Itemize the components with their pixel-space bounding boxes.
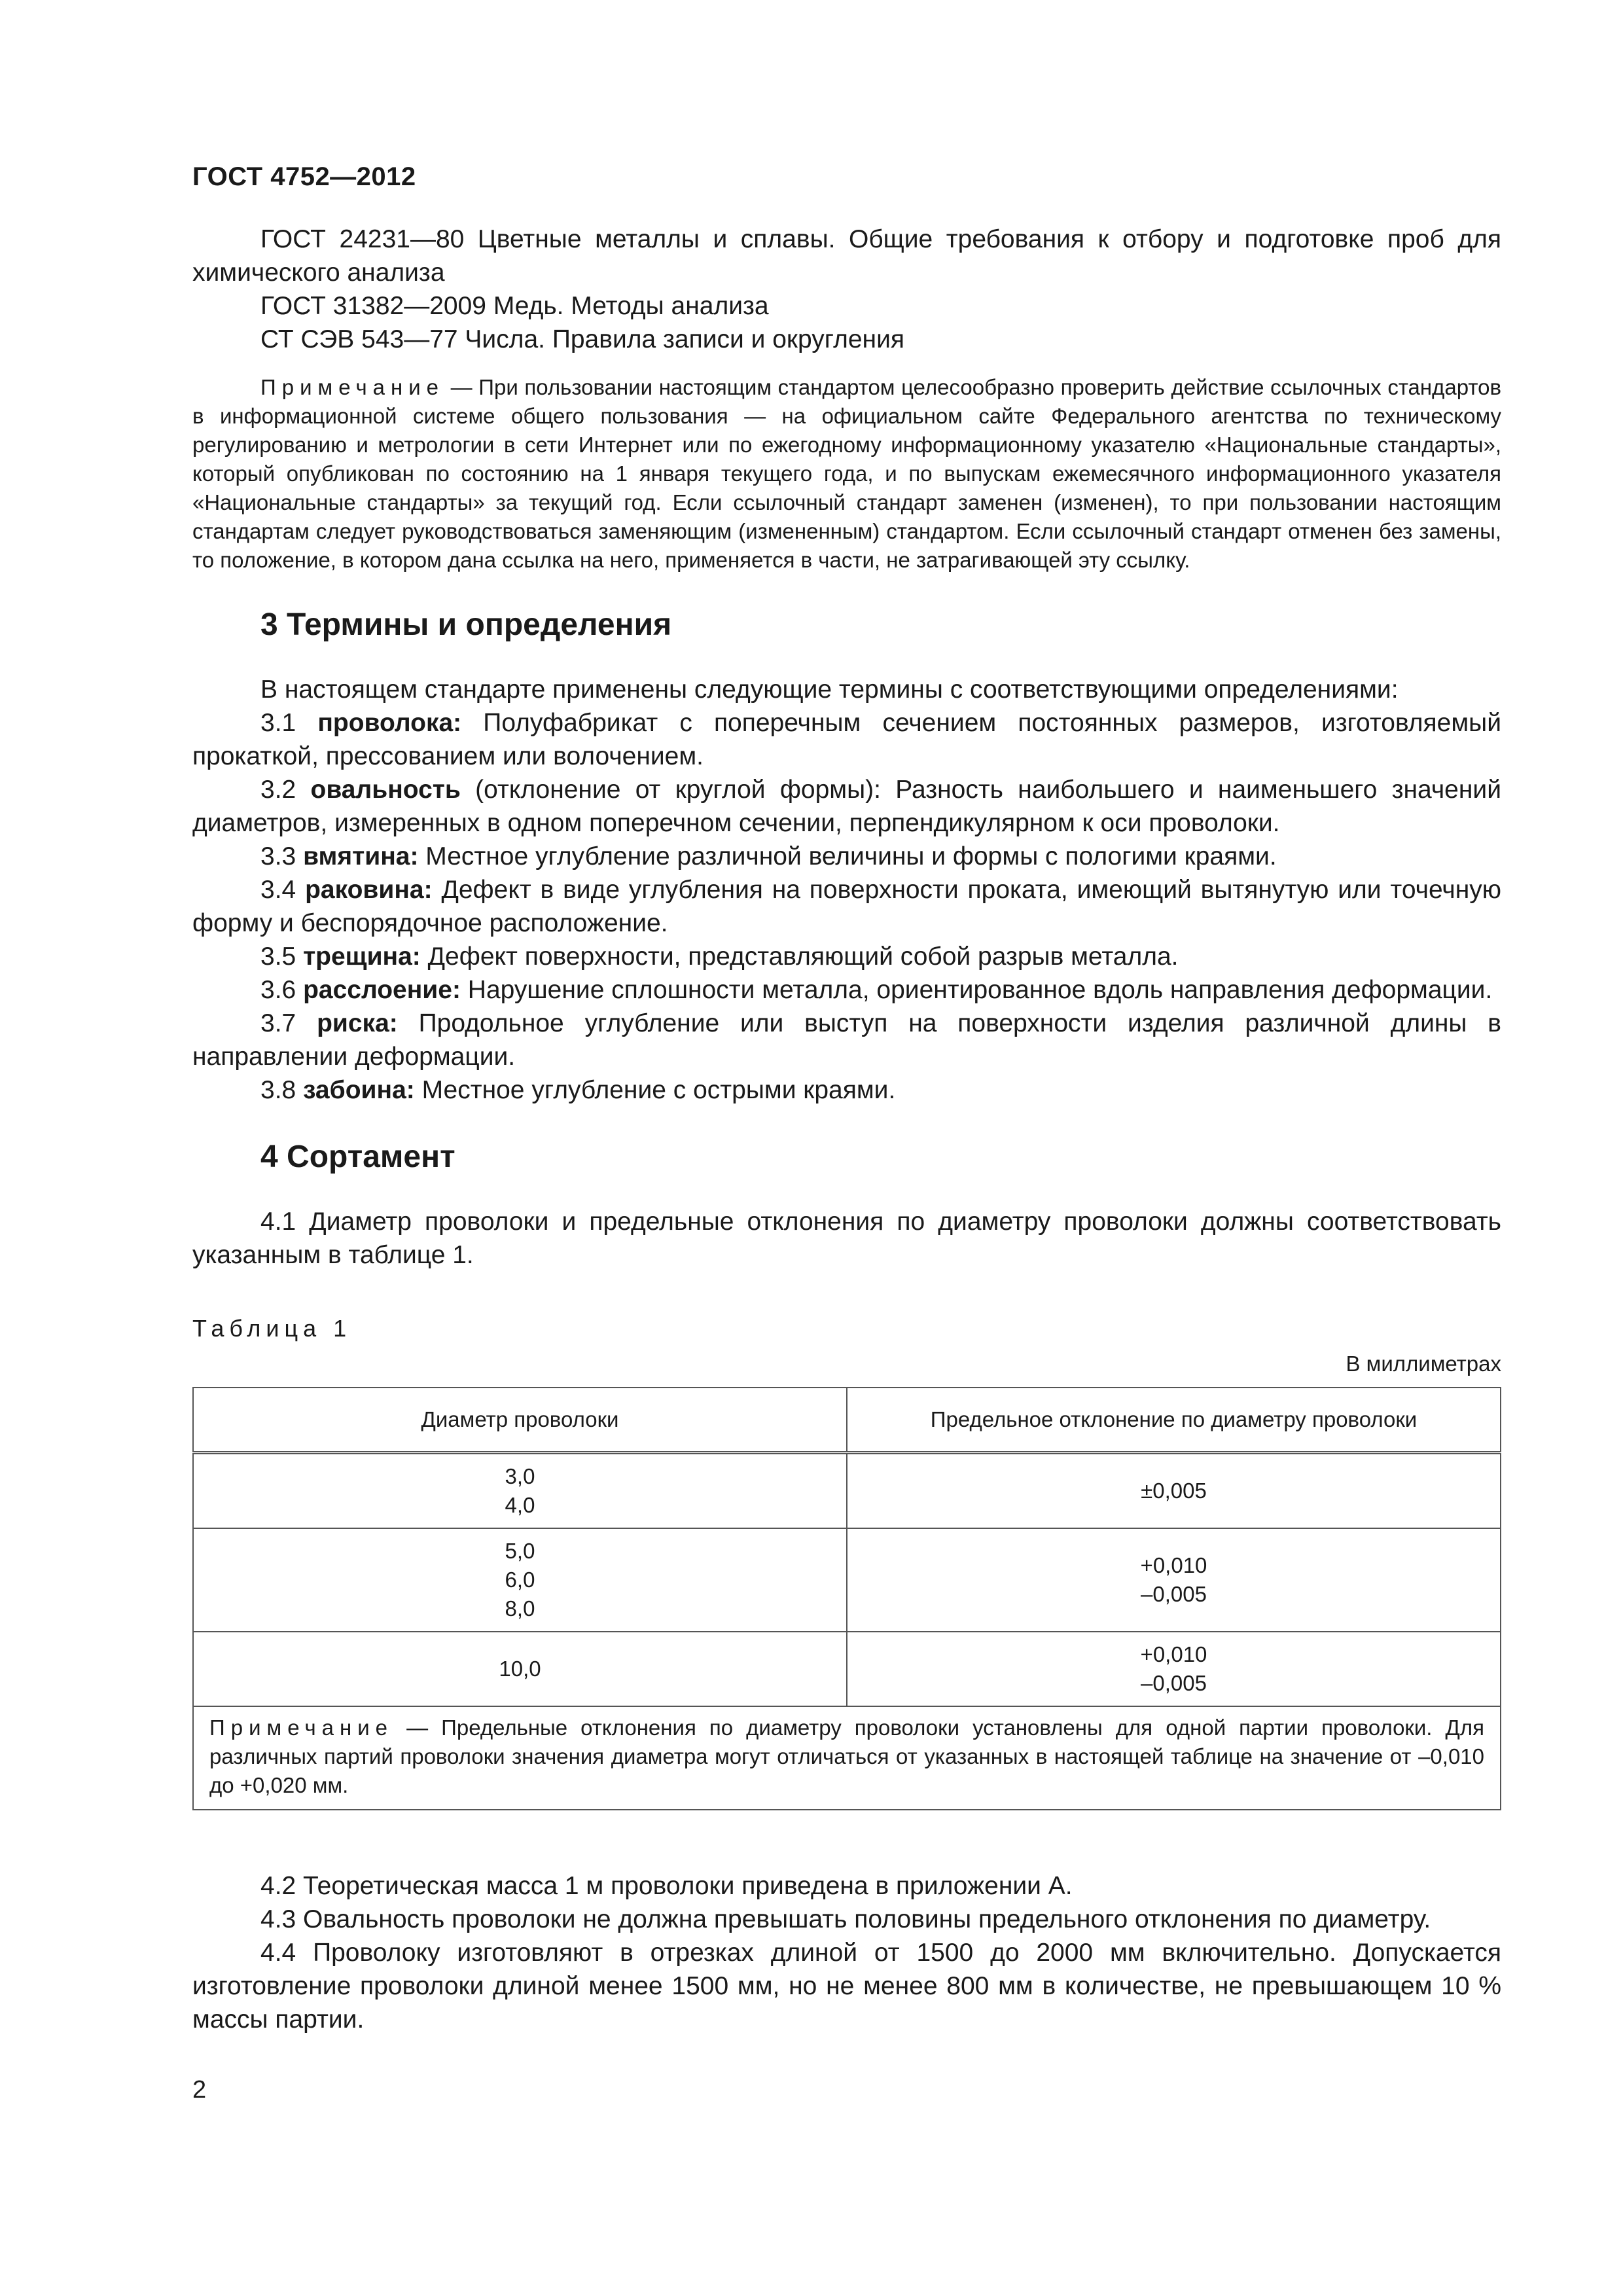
section-title: 4 Сортамент [260, 1139, 455, 1174]
term-name: трещина: [303, 942, 421, 971]
table-row [193, 1453, 1501, 1529]
term-definition [192, 940, 1501, 973]
note-label: Примечание [260, 375, 445, 399]
term-definition [192, 773, 1501, 840]
diameter-cell: 5,0 6,0 8,0 [193, 1528, 847, 1632]
document-code-header: ГОСТ 4752—2012 [192, 162, 416, 191]
note-references [192, 373, 1501, 575]
paragraph-4-1: 4.1 Диаметр проволоки и предельные отклонения по диаметру проволоки должны соответствовать указанным в таблице 1. [192, 1208, 1501, 1269]
reference-item: ГОСТ 24231—80 Цветные металлы и сплавы. Общие требования к отбору и подготовке проб для химического анализа [192, 225, 1501, 287]
note-text: — При пользовании настоящим стандартом целесообразно проверить действие ссылочных стандартов в информационной системе общего пользования — на официальном сайте Федерального агентства по техническому регулированию и метрологии в сети Интернет или по ежегодному информационному указателю «Национальные стандарты», который опубликован по состоянию на 1 января текущего года, и по выпускам ежемесячного информационного указателя «Национальные стандарты» за текущий год. Если ссылочный стандарт заменен (изменен), то при пользовании настоящим стандартам следует руководствоваться заменяющим (измененным) стандартом. Если ссылочный стандарт отменен без замены, то положение, в котором дана ссылка на него, применяется в части, не затрагивающей эту ссылку. [192, 375, 1501, 572]
reference-item: СТ СЭВ 543—77 Числа. Правила записи и округления [260, 325, 904, 353]
section-title: 3 Термины и определения [260, 607, 672, 642]
term-number: 3.6 [260, 976, 296, 1004]
document-body [192, 223, 1501, 2036]
term-def: Полуфабрикат с поперечным сечением постоянных размеров, изготовляемый прокаткой, прессованием или волочением. [192, 709, 1501, 770]
term-name: расслоение: [303, 976, 461, 1004]
diameter-cell: 10,0 [193, 1632, 847, 1706]
term-definition [192, 840, 1501, 873]
term-definition [192, 706, 1501, 773]
term-name: риска: [317, 1009, 398, 1037]
section-intro: В настоящем стандарте применены следующие термины с соответствующими определениями: [260, 675, 1399, 704]
table-caption: Таблица 1 [192, 1315, 352, 1342]
term-definition [192, 973, 1501, 1007]
term-number: 3.2 [260, 776, 296, 804]
paragraph-4-4: 4.4 Проволоку изготовляют в отрезках длиной от 1500 до 2000 мм включительно. Допускается изготовление проволоки длиной менее 1500 мм, но не менее 800 мм в количестве, не превышающем 10 % массы партии. [192, 1939, 1501, 2034]
deviation-cell: +0,010 –0,005 [847, 1632, 1501, 1706]
term-name: овальность [310, 776, 461, 804]
term-def: Местное углубление различной величины и формы с пологими краями. [425, 842, 1277, 870]
term-number: 3.5 [260, 942, 296, 971]
term-definition [192, 1073, 1501, 1107]
term-number: 3.1 [260, 709, 296, 737]
table-header-deviation: Предельное отклонение по диаметру проволоки [847, 1388, 1501, 1453]
term-def: Дефект поверхности, представляющий собой разрыв металла. [427, 942, 1179, 971]
term-def: Дефект в виде углубления на поверхности проката, имеющий вытянутую или точечную форму и беспорядочное расположение. [192, 876, 1501, 937]
table-units: В миллиметрах [1346, 1352, 1501, 1376]
term-name: раковина: [305, 876, 433, 904]
term-number: 3.7 [260, 1009, 296, 1037]
paragraph-4-2: 4.2 Теоретическая масса 1 м проволоки приведена в приложении А. [260, 1872, 1073, 1900]
table-row [193, 1528, 1501, 1632]
table-note [193, 1706, 1501, 1810]
paragraph-4-3: 4.3 Овальность проволоки не должна превышать половины предельного отклонения по диаметру. [260, 1905, 1431, 1933]
table-note-text: — Предельные отклонения по диаметру проволоки установлены для одной партии проволоки. Для различных партий проволоки значения диаметра могут отличаться от указанных в настоящей таблице на значение от –0,010 до +0,020 мм. [209, 1715, 1485, 1797]
table-row [193, 1632, 1501, 1706]
term-name: проволока: [317, 709, 462, 737]
term-number: 3.4 [260, 876, 296, 904]
term-def: (отклонение от круглой формы): Разность наибольшего и наименьшего значений диаметров, измеренных в одном поперечном сечении, перпендикулярном к оси проволоки. [192, 776, 1501, 837]
term-name: вмятина: [303, 842, 419, 870]
diameter-cell: 3,0 4,0 [193, 1453, 847, 1529]
table-note-row [193, 1706, 1501, 1810]
term-def: Продольное углубление или выступ на поверхности изделия различной длины в направлении деформации. [192, 1009, 1501, 1071]
deviation-cell: ±0,005 [847, 1453, 1501, 1529]
reference-item: ГОСТ 31382—2009 Медь. Методы анализа [260, 292, 769, 320]
table-header-diameter: Диаметр проволоки [193, 1388, 847, 1453]
table-1 [192, 1387, 1501, 1810]
term-def: Местное углубление с острыми краями. [421, 1076, 896, 1104]
term-definition [192, 1007, 1501, 1073]
term-number: 3.8 [260, 1076, 296, 1104]
page-number: 2 [192, 2076, 207, 2104]
term-definition [192, 873, 1501, 940]
table-note-label: Примечание [209, 1715, 394, 1740]
term-name: забоина: [303, 1076, 415, 1104]
deviation-cell: +0,010 –0,005 [847, 1528, 1501, 1632]
term-number: 3.3 [260, 842, 296, 870]
term-def: Нарушение сплошности металла, ориентированное вдоль направления деформации. [467, 976, 1493, 1004]
